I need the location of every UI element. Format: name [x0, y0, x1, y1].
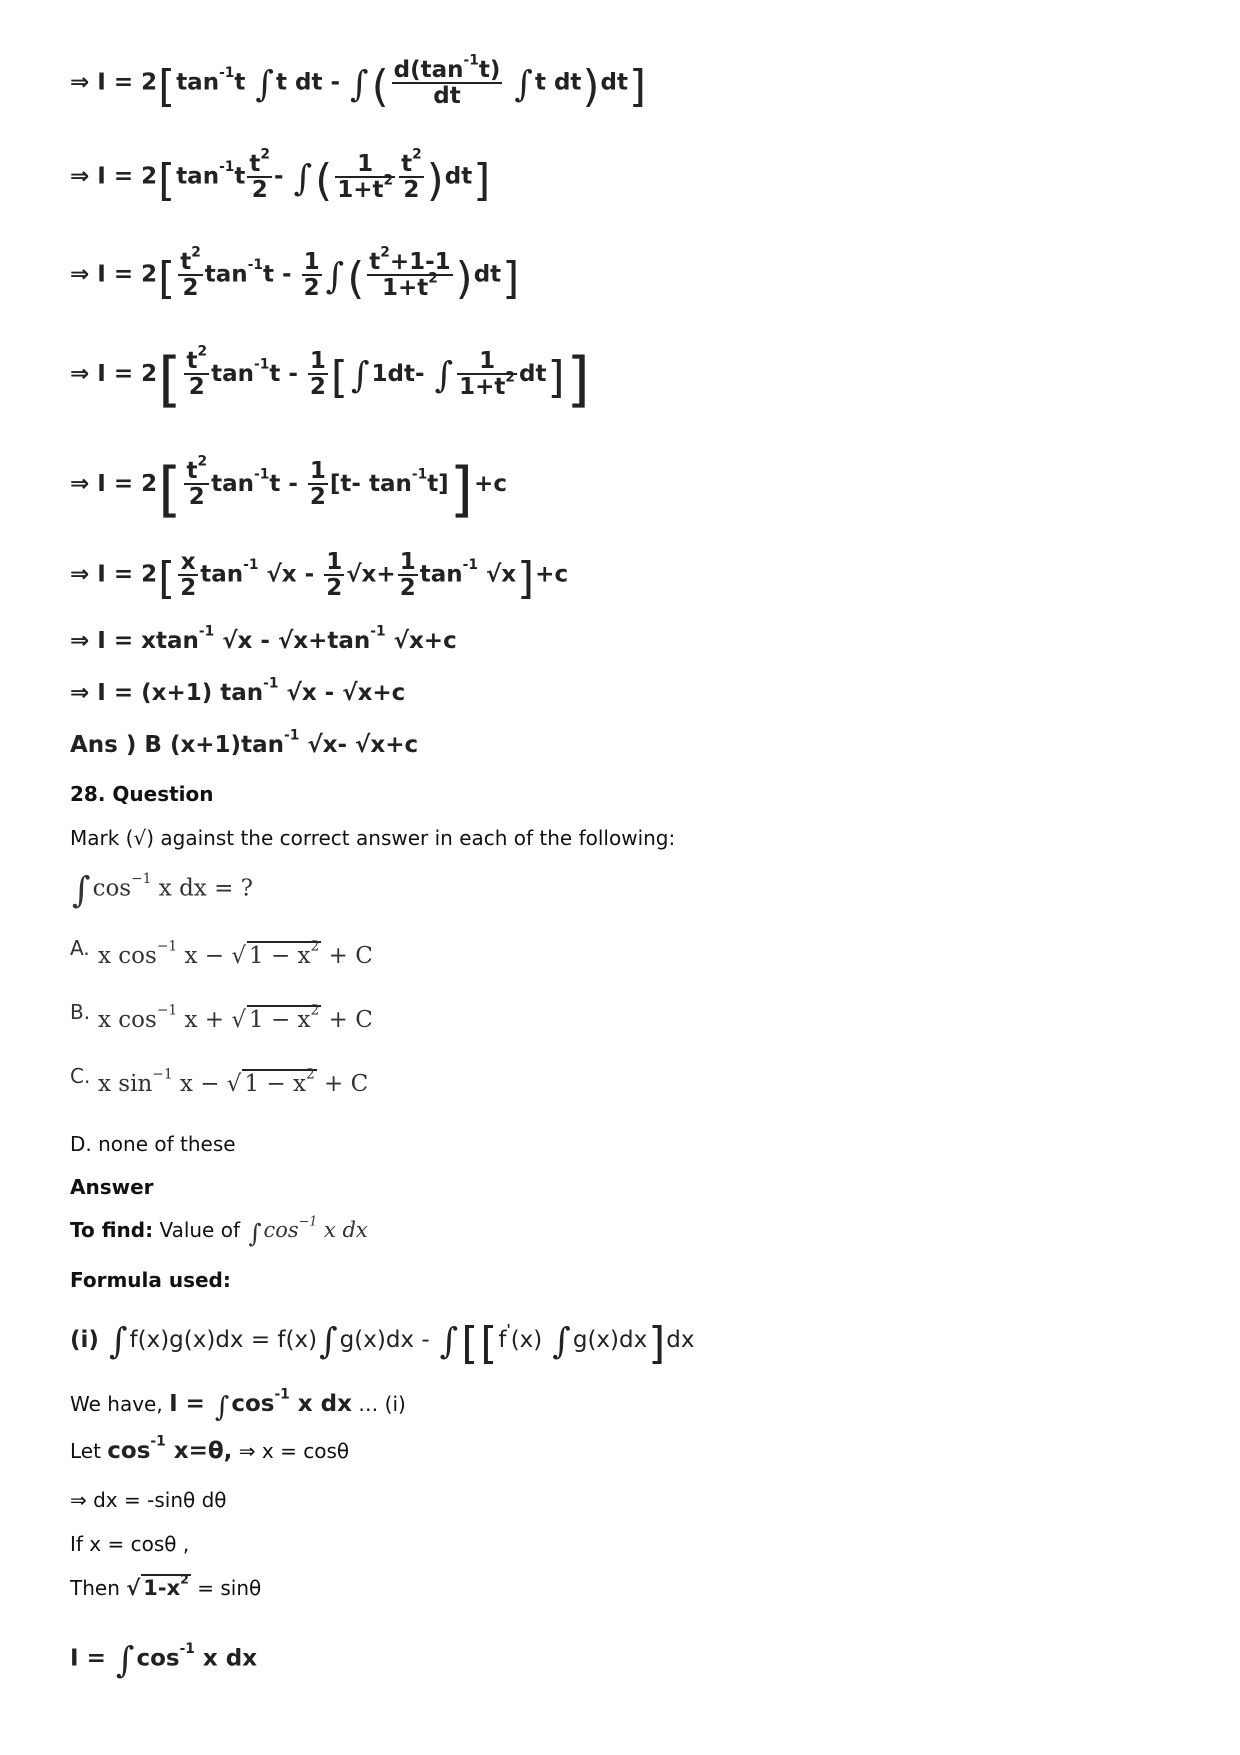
term: x dx	[297, 1391, 352, 1418]
term: x sin	[98, 1071, 153, 1097]
exponent: 2	[305, 1066, 315, 1083]
exponent: -1	[463, 52, 479, 69]
derivation-line-5: ⇒ I = 2[ $\frac{t^2}{2}$ $\tan^{-1}t$ - $\frac{1}{2}$ [t- $\tan^{-1}t]]+c$	[70, 453, 507, 525]
term: +c	[474, 470, 507, 497]
exponent: -1	[247, 257, 264, 274]
numerator: 1	[335, 152, 395, 178]
equation-tag: … (i)	[358, 1392, 406, 1417]
fraction	[184, 453, 209, 511]
numerator: 1	[309, 458, 326, 485]
term: [t- tan	[329, 470, 412, 497]
numerator: d(tan	[393, 57, 464, 83]
option-d[interactable]	[70, 1132, 236, 1156]
formula-line: (i) ∫f(x)g(x)dx = f(x)∫g(x)dx - ∫[[f'(x) ∫g(x)dx]dx	[70, 1318, 695, 1369]
integral-sign: ∫	[552, 1321, 571, 1363]
to-find-text: Value of	[159, 1218, 240, 1242]
exponent: -1	[253, 356, 270, 373]
term: x dx	[323, 1218, 368, 1242]
derivation-line-8	[70, 675, 406, 708]
numerator: t	[401, 151, 413, 177]
denominator: dt	[433, 83, 461, 110]
exponent: -1	[243, 557, 259, 574]
then-line	[70, 1571, 262, 1601]
fraction	[178, 244, 203, 302]
term: t dt -	[276, 69, 341, 96]
exponent: -1	[283, 727, 300, 744]
eq-lhs: ⇒ I = 2	[70, 470, 158, 497]
term: √x	[485, 561, 517, 588]
radicand: 1 − x	[249, 943, 311, 969]
fraction	[308, 459, 328, 509]
exponent: −1	[131, 871, 152, 888]
we-have-expr	[169, 1386, 352, 1423]
denominator: 2	[399, 575, 416, 602]
term: (x+1)tan	[169, 732, 284, 758]
exponent: -1	[263, 675, 279, 692]
denominator: 2	[182, 275, 199, 302]
sqrt: √ $1 - x^2$	[226, 1066, 315, 1097]
numerator: x	[178, 550, 198, 576]
final-line	[70, 1640, 257, 1683]
exponent: -1	[150, 1433, 166, 1450]
numerator: t)	[478, 57, 501, 83]
fraction	[457, 349, 517, 399]
exponent: 2	[505, 369, 516, 386]
integral-sign: ∫	[319, 1321, 338, 1363]
term: f(x)g(x)dx = f(x)	[129, 1327, 318, 1354]
fraction	[308, 349, 328, 399]
exponent: −1	[156, 1002, 178, 1019]
numerator: t	[186, 458, 198, 485]
term: t]	[427, 470, 449, 497]
term: dt	[444, 163, 473, 190]
term: g(x)dx	[572, 1327, 648, 1354]
integral-sign: ∫	[108, 1321, 128, 1363]
numerator: 1	[309, 348, 326, 375]
integral-sign: ∫	[255, 64, 274, 106]
integral-sign: ∫	[350, 355, 370, 397]
dx-line: ⇒ dx = -sinθ dθ	[70, 1488, 227, 1512]
to-find-line	[70, 1213, 368, 1249]
radicand: 1 − x	[249, 1007, 311, 1033]
term: √x- √x+c	[307, 732, 419, 758]
exponent: 2	[260, 146, 271, 163]
fraction	[335, 152, 395, 202]
exponent: -1	[219, 159, 235, 176]
term: dt	[519, 360, 547, 387]
exponent: 2	[180, 1571, 189, 1587]
term: √x+c	[393, 628, 457, 654]
integral-sign: ∫	[115, 1640, 135, 1681]
exponent: 2	[310, 938, 320, 955]
text: ⇒ x = cosθ	[238, 1439, 350, 1463]
term: cos	[263, 1218, 299, 1242]
integral-sign: ∫	[439, 1321, 459, 1363]
denominator: 2	[188, 374, 205, 401]
fraction	[399, 146, 424, 204]
derivation-line-3: ⇒ I = 2[ $\frac{t^2}{2}$ $\tan^{-1}t$ - $\frac{1}{2}$ ∫( $\frac{t^2+1-1}{1+t^2}$ )dt]	[70, 244, 520, 304]
fraction	[367, 244, 452, 302]
denominator: 1+t	[337, 177, 384, 204]
exponent: -1	[179, 1641, 195, 1658]
text: Let	[70, 1439, 101, 1463]
we-have-line	[70, 1386, 406, 1423]
fraction	[324, 550, 344, 600]
answer-line	[70, 727, 419, 760]
numerator: t	[369, 249, 381, 275]
term: x cos	[98, 943, 157, 969]
derivation-line-4: ⇒ I = 2[ $\frac{t^2}{2}$ $\tan^{-1}t$ - $\frac{1}{2}$ [∫1dt- ∫ $\frac{1}{1+t^2}$ dt]]	[70, 343, 590, 415]
term: tan	[176, 69, 220, 96]
numerator: +1-1	[389, 249, 451, 275]
term: + C	[328, 943, 373, 969]
eq-lhs: ⇒ I = 2	[70, 360, 158, 387]
option-label: B.	[70, 1000, 91, 1024]
if-line: If x = cosθ ,	[70, 1532, 190, 1556]
eq-lhs: ⇒ I = 2	[70, 69, 158, 96]
radicand: 1 − x	[244, 1071, 306, 1097]
term: t -	[269, 470, 298, 497]
option-text: none of these	[98, 1132, 236, 1156]
numerator: 1	[457, 349, 517, 375]
option-label: A.	[70, 936, 90, 960]
numerator: 1	[326, 549, 343, 575]
fraction	[302, 250, 322, 300]
denominator: 2	[309, 484, 326, 511]
term: tan	[200, 561, 244, 588]
term: √x - √x+c	[286, 680, 406, 706]
question-instruction: Mark (√) against the correct answer in each of the following:	[70, 826, 676, 850]
denominator: 2	[251, 177, 268, 204]
term: f	[498, 1327, 507, 1354]
answer-label: Ans ) B	[70, 732, 162, 758]
text: We have,	[70, 1392, 163, 1417]
term: x dx	[202, 1645, 258, 1672]
term: ⇒ I = (x+1) tan	[70, 680, 264, 706]
denominator: 2	[309, 374, 326, 401]
integral-sign: ∫	[214, 1390, 230, 1423]
denominator: 2	[303, 275, 320, 302]
term: x cos	[98, 1007, 157, 1033]
numerator: t	[249, 151, 261, 177]
term: +c	[535, 561, 569, 588]
eq-lhs: ⇒ I = 2	[70, 163, 158, 190]
operator: -	[304, 561, 315, 588]
term: 1dt-	[371, 360, 425, 387]
to-find-expr: $\int\cos^{-1}$ x dx	[248, 1213, 368, 1248]
operator: +	[376, 561, 396, 588]
term: cos	[107, 1438, 151, 1464]
numerator: t	[186, 348, 198, 375]
denominator: 2	[403, 177, 420, 204]
exponent: -1	[198, 623, 215, 640]
sqrt: √ $1 - x^2$	[231, 1002, 320, 1033]
answer-heading: Answer	[70, 1175, 154, 1199]
prime: '	[506, 1322, 511, 1339]
term: I =	[70, 1645, 106, 1672]
denominator: 2	[180, 575, 197, 602]
eq-lhs: ⇒ I = 2	[70, 561, 158, 588]
option-a[interactable]	[70, 936, 373, 971]
term: + C	[328, 1007, 373, 1033]
sqrt: √ $1 - x^2$	[231, 938, 320, 969]
exponent: -1	[462, 557, 478, 574]
term: dt	[600, 69, 628, 96]
numerator: t	[180, 249, 192, 275]
term: tan	[176, 163, 220, 190]
denominator: 1+t	[382, 275, 429, 302]
term: x −	[184, 943, 225, 969]
sqrt: √ $1-x^2$	[126, 1571, 189, 1600]
derivation-line-2: ⇒ $I = 2[\tan^{-1}t$ $\frac{t^2}{2}$ - ∫( $\frac{1}{1+t^2}$ $\frac{t^2}{2}$ )dt]	[70, 146, 491, 206]
question-integral	[70, 870, 253, 913]
exponent: -1	[370, 623, 386, 640]
text: Then	[70, 1576, 120, 1600]
exponent: −1	[156, 938, 178, 955]
numerator: 1	[399, 549, 416, 575]
term: ⇒ I = xtan	[70, 628, 199, 654]
denominator: 2	[326, 575, 343, 602]
term: x −	[179, 1071, 220, 1097]
term: t	[234, 69, 246, 96]
term: tan	[204, 261, 248, 288]
derivation-line-7	[70, 623, 457, 656]
term: t	[234, 163, 246, 190]
radicand: 1-x	[143, 1576, 181, 1600]
term: √x	[346, 561, 377, 588]
exponent: 2	[310, 1002, 320, 1019]
formula-heading: Formula used:	[70, 1268, 231, 1292]
term: g(x)dx -	[339, 1327, 430, 1354]
term: (x)	[510, 1327, 543, 1354]
exponent: 2	[197, 453, 208, 470]
term: x dx = ?	[158, 875, 253, 902]
exponent: 2	[383, 172, 394, 189]
denominator: 1+t	[459, 374, 506, 401]
integral-sign: ∫	[72, 870, 91, 911]
term: I =	[169, 1391, 205, 1418]
operator: -	[274, 163, 284, 190]
term: t -	[269, 360, 298, 387]
exponent: 2	[191, 244, 201, 261]
derivation-line-6: ⇒ I = 2[ $\frac{x}{2}$ $\tan^{-1} √x$ - $\frac{1}{2}$ √x+ $\frac{1}{2}$ $\tan^{-1} √x]+c$	[70, 549, 569, 604]
exponent: -1	[253, 466, 270, 483]
option-label: C.	[70, 1064, 91, 1088]
term: cos	[136, 1645, 180, 1672]
exponent: 2	[428, 270, 438, 287]
exponent: −1	[298, 1213, 318, 1229]
term: x=θ,	[173, 1438, 233, 1464]
option-c[interactable]	[70, 1064, 369, 1099]
fraction	[398, 550, 418, 600]
integral-sign: ∫	[514, 64, 533, 106]
text: = sinθ	[197, 1576, 262, 1600]
question-heading: 28. Question	[70, 782, 214, 806]
integral-sign: ∫	[293, 158, 313, 200]
eq-lhs: ⇒ I = 2	[70, 261, 158, 288]
term: cos	[92, 875, 132, 902]
term: x +	[184, 1007, 225, 1033]
term: dx	[666, 1327, 695, 1354]
fraction	[178, 550, 198, 600]
derivation-line-1: ⇒ $I = 2[\tan^{-1}t$ ∫t dt - ∫( $\frac{d(\tan^{-1}t)}{dt}$ ∫t dt)dt]	[70, 52, 646, 112]
let-expr	[107, 1433, 233, 1464]
term: t dt	[534, 69, 582, 96]
fraction	[184, 343, 209, 401]
term: tan	[211, 470, 254, 497]
let-line	[70, 1433, 350, 1466]
fraction	[247, 146, 272, 204]
numerator: 1	[303, 249, 320, 275]
exponent: 2	[380, 244, 390, 261]
term: dt	[473, 261, 502, 288]
exponent: -1	[219, 65, 235, 82]
term: + C	[324, 1071, 369, 1097]
to-find-label: To find:	[70, 1218, 154, 1242]
formula-number: (i)	[70, 1327, 99, 1354]
integral-sign: ∫	[350, 64, 369, 106]
exponent: -1	[274, 1386, 290, 1403]
exponent: -1	[411, 466, 428, 483]
term: tan	[419, 561, 463, 588]
exponent: −1	[152, 1066, 173, 1083]
integral-sign: ∫	[325, 256, 345, 298]
exponent: 2	[412, 146, 422, 163]
term: cos	[231, 1391, 275, 1418]
denominator: 2	[188, 484, 205, 511]
term: tan	[211, 360, 254, 387]
term: t -	[263, 261, 292, 288]
term: √x - √x+tan	[222, 628, 371, 654]
exponent: 2	[197, 343, 208, 360]
integral-sign: ∫	[434, 355, 454, 397]
fraction	[392, 52, 503, 110]
option-b[interactable]	[70, 1000, 373, 1035]
option-label: D.	[70, 1132, 92, 1156]
term: √x	[266, 561, 297, 588]
